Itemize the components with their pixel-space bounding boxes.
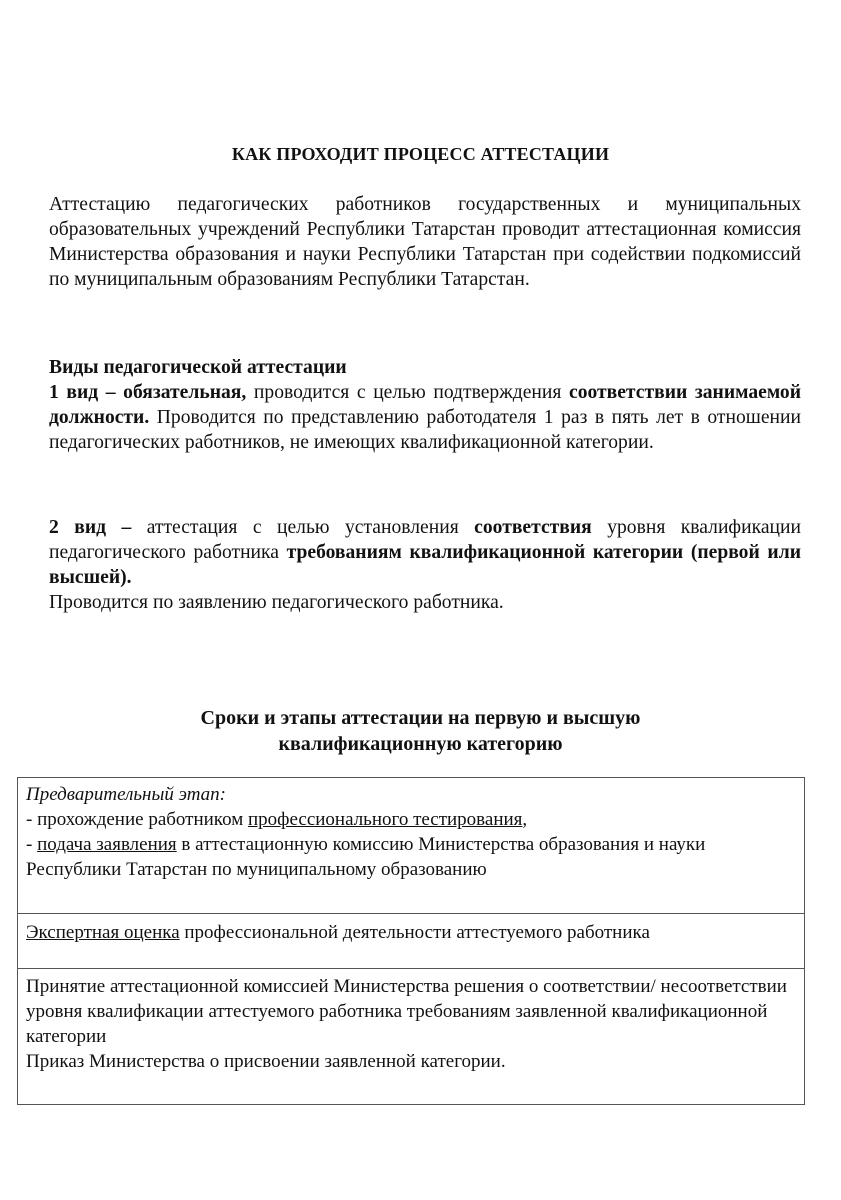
expert-link: Экспертная оценка [26, 922, 180, 943]
prelim-item1-suffix: , [522, 809, 528, 830]
kind2-lead: 2 вид – [49, 517, 132, 538]
decision-line2: Приказ Министерства о присвоении заявленной категории. [26, 1051, 506, 1072]
intro-paragraph: Аттестацию педагогических работников государственных и муниципальных образовательных учреждений Республики Татарстан проводит аттестационная комиссия Министерства образования и науки Республики Татарстан при содействии подкомиссий по муниципальным образованиям Республики Татарстан. [49, 194, 801, 290]
kind1-lead: 1 вид – обязательная, [49, 382, 247, 403]
kind1-paragraph [49, 380, 801, 455]
kind2-text2: уровня квалификации педагогического работника [49, 517, 801, 563]
kind1-text1: проводится с целью подтверждения [246, 382, 569, 403]
stages-title-line1: Сроки и этапы аттестации на первую и высшую [200, 707, 641, 729]
prelim-item2-suffix: в аттестационную комиссию Министерства образования и науки Республики Татарстан по муниципальному образованию [26, 834, 706, 880]
kind2-bold1: соответствия [474, 517, 592, 538]
prelim-item-testing [26, 807, 796, 832]
kind2-last-line: Проводится по заявлению педагогического работника. [49, 592, 504, 613]
prelim-item1-prefix: - прохождение работником [26, 809, 248, 830]
kinds-heading: Виды педагогической аттестации [49, 357, 347, 378]
stage-decision [18, 969, 804, 1104]
prelim-item2-link: подача заявления [37, 834, 177, 855]
decision-line1: Принятие аттестационной комиссией Министерства решения о соответствии/ несоответствии уровня квалификации аттестуемого работника требованиям заявленной квалификационной категории [26, 976, 787, 1047]
kind2-text1: аттестация с целью установления [131, 517, 475, 538]
prelim-item1-link: профессионального тестирования [248, 809, 523, 830]
page-title: КАК ПРОХОДИТ ПРОЦЕСС АТТЕСТАЦИИ [231, 144, 610, 164]
kind2-paragraph [49, 515, 801, 590]
prelim-item2-prefix: - [26, 834, 38, 855]
stage-preliminary [18, 778, 804, 914]
stages-title [0, 705, 841, 757]
stages-title-line2: квалификационную категорию [278, 733, 563, 755]
expert-suffix: профессиональной деятельности аттестуемого работника [179, 922, 650, 943]
prelim-item-application [26, 832, 796, 882]
stage-expert [18, 914, 804, 969]
kind1-bold1: соответствии занимаемой должности. [49, 382, 802, 428]
kind1-text2: Проводится по представлению работодателя 1 раз в пять лет в отношении педагогических работников, не имеющих квалификационной категории. [49, 407, 801, 453]
stages-table [17, 777, 805, 1105]
prelim-heading: Предварительный этап: [26, 784, 226, 805]
kind2-bold2: требованиям квалификационной категории (первой или высшей). [49, 542, 801, 588]
